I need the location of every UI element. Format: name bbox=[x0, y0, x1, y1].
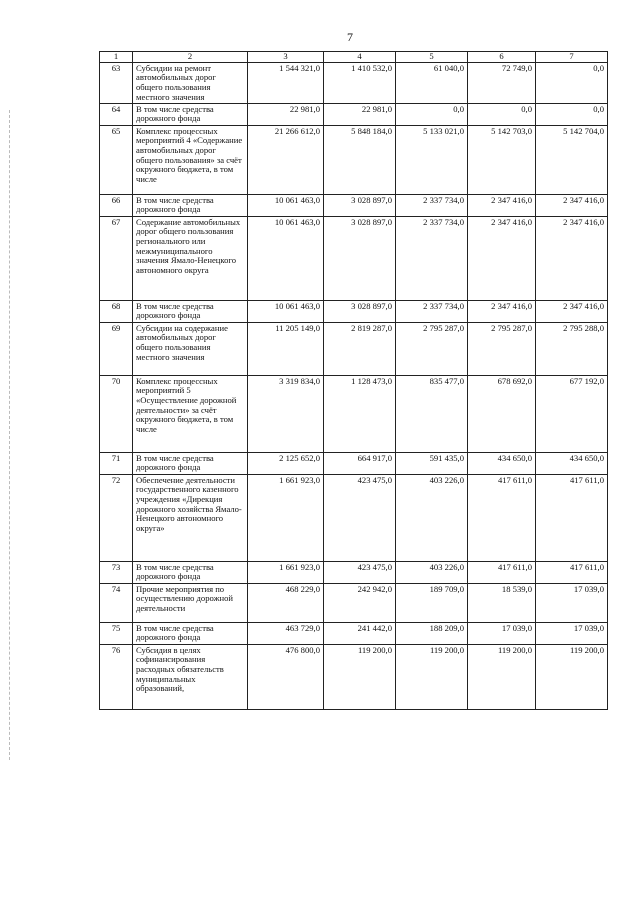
row-number: 71 bbox=[100, 452, 133, 474]
row-description: Субсидии на ремонт автомобильных дорог общего пользования местного значения bbox=[133, 62, 248, 103]
column-number-header: 5 bbox=[396, 52, 468, 63]
row-description: Обеспечение деятельности государственного казенного учреждения «Дирекция дорожного хозяйства Ямало-Ненецкого автономного округа» bbox=[133, 474, 248, 561]
amount-cell: 22 981,0 bbox=[248, 103, 324, 125]
budget-table bbox=[99, 51, 608, 710]
row-description: В том числе средства дорожного фонда bbox=[133, 561, 248, 583]
amount-cell: 417 611,0 bbox=[536, 561, 608, 583]
row-number: 65 bbox=[100, 125, 133, 194]
row-number: 63 bbox=[100, 62, 133, 103]
table-row bbox=[100, 322, 608, 375]
amount-cell: 403 226,0 bbox=[396, 474, 468, 561]
table-row bbox=[100, 561, 608, 583]
table-header-row bbox=[100, 52, 608, 63]
amount-cell: 434 650,0 bbox=[536, 452, 608, 474]
table-row bbox=[100, 583, 608, 622]
amount-cell: 5 142 703,0 bbox=[468, 125, 536, 194]
amount-cell: 18 539,0 bbox=[468, 583, 536, 622]
amount-cell: 5 142 704,0 bbox=[536, 125, 608, 194]
column-number-header: 2 bbox=[133, 52, 248, 63]
amount-cell: 423 475,0 bbox=[324, 561, 396, 583]
amount-cell: 119 200,0 bbox=[396, 644, 468, 709]
row-description: В том числе средства дорожного фонда bbox=[133, 194, 248, 216]
row-number: 74 bbox=[100, 583, 133, 622]
table-row bbox=[100, 103, 608, 125]
row-number: 73 bbox=[100, 561, 133, 583]
amount-cell: 2 795 288,0 bbox=[536, 322, 608, 375]
amount-cell: 2 337 734,0 bbox=[396, 216, 468, 300]
row-description: В том числе средства дорожного фонда bbox=[133, 103, 248, 125]
row-number: 76 bbox=[100, 644, 133, 709]
amount-cell: 2 347 416,0 bbox=[536, 194, 608, 216]
amount-cell: 0,0 bbox=[536, 62, 608, 103]
margin-guide-line bbox=[9, 110, 10, 760]
row-description: В том числе средства дорожного фонда bbox=[133, 300, 248, 322]
row-description: Содержание автомобильных дорог общего пользования регионального или межмуниципального значения Ямало-Ненецкого автономного округа bbox=[133, 216, 248, 300]
table-row bbox=[100, 216, 608, 300]
row-description: Прочие мероприятия по осуществлению дорожной деятельности bbox=[133, 583, 248, 622]
amount-cell: 677 192,0 bbox=[536, 375, 608, 452]
amount-cell: 1 661 923,0 bbox=[248, 474, 324, 561]
row-number: 69 bbox=[100, 322, 133, 375]
amount-cell: 678 692,0 bbox=[468, 375, 536, 452]
amount-cell: 242 942,0 bbox=[324, 583, 396, 622]
row-description: В том числе средства дорожного фонда bbox=[133, 622, 248, 644]
amount-cell: 11 205 149,0 bbox=[248, 322, 324, 375]
table-row bbox=[100, 644, 608, 709]
amount-cell: 241 442,0 bbox=[324, 622, 396, 644]
column-number-header: 3 bbox=[248, 52, 324, 63]
amount-cell: 10 061 463,0 bbox=[248, 216, 324, 300]
amount-cell: 1 544 321,0 bbox=[248, 62, 324, 103]
amount-cell: 2 819 287,0 bbox=[324, 322, 396, 375]
amount-cell: 1 128 473,0 bbox=[324, 375, 396, 452]
amount-cell: 17 039,0 bbox=[536, 583, 608, 622]
amount-cell: 3 028 897,0 bbox=[324, 194, 396, 216]
row-description: Комплекс процессных мероприятий 5 «Осуществление дорожной деятельности» за счёт окружного бюджета, в том числе bbox=[133, 375, 248, 452]
row-number: 70 bbox=[100, 375, 133, 452]
amount-cell: 468 229,0 bbox=[248, 583, 324, 622]
amount-cell: 423 475,0 bbox=[324, 474, 396, 561]
row-number: 66 bbox=[100, 194, 133, 216]
amount-cell: 17 039,0 bbox=[536, 622, 608, 644]
row-number: 75 bbox=[100, 622, 133, 644]
amount-cell: 417 611,0 bbox=[468, 561, 536, 583]
amount-cell: 403 226,0 bbox=[396, 561, 468, 583]
page-number: 7 bbox=[347, 30, 353, 44]
row-description: Субсидия в целях софинансирования расходных обязательств муниципальных образований, bbox=[133, 644, 248, 709]
amount-cell: 5 848 184,0 bbox=[324, 125, 396, 194]
amount-cell: 10 061 463,0 bbox=[248, 300, 324, 322]
amount-cell: 835 477,0 bbox=[396, 375, 468, 452]
amount-cell: 2 347 416,0 bbox=[536, 300, 608, 322]
table-row bbox=[100, 452, 608, 474]
amount-cell: 476 800,0 bbox=[248, 644, 324, 709]
amount-cell: 417 611,0 bbox=[468, 474, 536, 561]
amount-cell: 2 125 652,0 bbox=[248, 452, 324, 474]
amount-cell: 2 795 287,0 bbox=[468, 322, 536, 375]
amount-cell: 189 709,0 bbox=[396, 583, 468, 622]
amount-cell: 5 133 021,0 bbox=[396, 125, 468, 194]
table-row bbox=[100, 375, 608, 452]
column-number-header: 7 bbox=[536, 52, 608, 63]
amount-cell: 17 039,0 bbox=[468, 622, 536, 644]
table-row bbox=[100, 474, 608, 561]
amount-cell: 2 337 734,0 bbox=[396, 300, 468, 322]
amount-cell: 591 435,0 bbox=[396, 452, 468, 474]
amount-cell: 1 661 923,0 bbox=[248, 561, 324, 583]
amount-cell: 434 650,0 bbox=[468, 452, 536, 474]
amount-cell: 2 347 416,0 bbox=[536, 216, 608, 300]
amount-cell: 0,0 bbox=[536, 103, 608, 125]
row-number: 67 bbox=[100, 216, 133, 300]
amount-cell: 119 200,0 bbox=[536, 644, 608, 709]
amount-cell: 3 319 834,0 bbox=[248, 375, 324, 452]
amount-cell: 2 337 734,0 bbox=[396, 194, 468, 216]
row-description: Комплекс процессных мероприятий 4 «Содержание автомобильных дорог общего пользования» за счёт окружного бюджета, в том числе bbox=[133, 125, 248, 194]
amount-cell: 1 410 532,0 bbox=[324, 62, 396, 103]
column-number-header: 4 bbox=[324, 52, 396, 63]
row-description: Субсидии на содержание автомобильных дорог общего пользования местного значения bbox=[133, 322, 248, 375]
amount-cell: 3 028 897,0 bbox=[324, 300, 396, 322]
row-description: В том числе средства дорожного фонда bbox=[133, 452, 248, 474]
table-row bbox=[100, 62, 608, 103]
column-number-header: 6 bbox=[468, 52, 536, 63]
table-row bbox=[100, 194, 608, 216]
amount-cell: 0,0 bbox=[396, 103, 468, 125]
amount-cell: 61 040,0 bbox=[396, 62, 468, 103]
amount-cell: 2 347 416,0 bbox=[468, 300, 536, 322]
amount-cell: 0,0 bbox=[468, 103, 536, 125]
amount-cell: 119 200,0 bbox=[324, 644, 396, 709]
row-number: 64 bbox=[100, 103, 133, 125]
amount-cell: 2 347 416,0 bbox=[468, 194, 536, 216]
column-number-header: 1 bbox=[100, 52, 133, 63]
amount-cell: 10 061 463,0 bbox=[248, 194, 324, 216]
amount-cell: 22 981,0 bbox=[324, 103, 396, 125]
amount-cell: 3 028 897,0 bbox=[324, 216, 396, 300]
row-number: 68 bbox=[100, 300, 133, 322]
amount-cell: 21 266 612,0 bbox=[248, 125, 324, 194]
amount-cell: 417 611,0 bbox=[536, 474, 608, 561]
amount-cell: 2 795 287,0 bbox=[396, 322, 468, 375]
amount-cell: 119 200,0 bbox=[468, 644, 536, 709]
row-number: 72 bbox=[100, 474, 133, 561]
amount-cell: 463 729,0 bbox=[248, 622, 324, 644]
amount-cell: 72 749,0 bbox=[468, 62, 536, 103]
table-row bbox=[100, 300, 608, 322]
table-row bbox=[100, 125, 608, 194]
amount-cell: 664 917,0 bbox=[324, 452, 396, 474]
table-row bbox=[100, 622, 608, 644]
amount-cell: 2 347 416,0 bbox=[468, 216, 536, 300]
amount-cell: 188 209,0 bbox=[396, 622, 468, 644]
